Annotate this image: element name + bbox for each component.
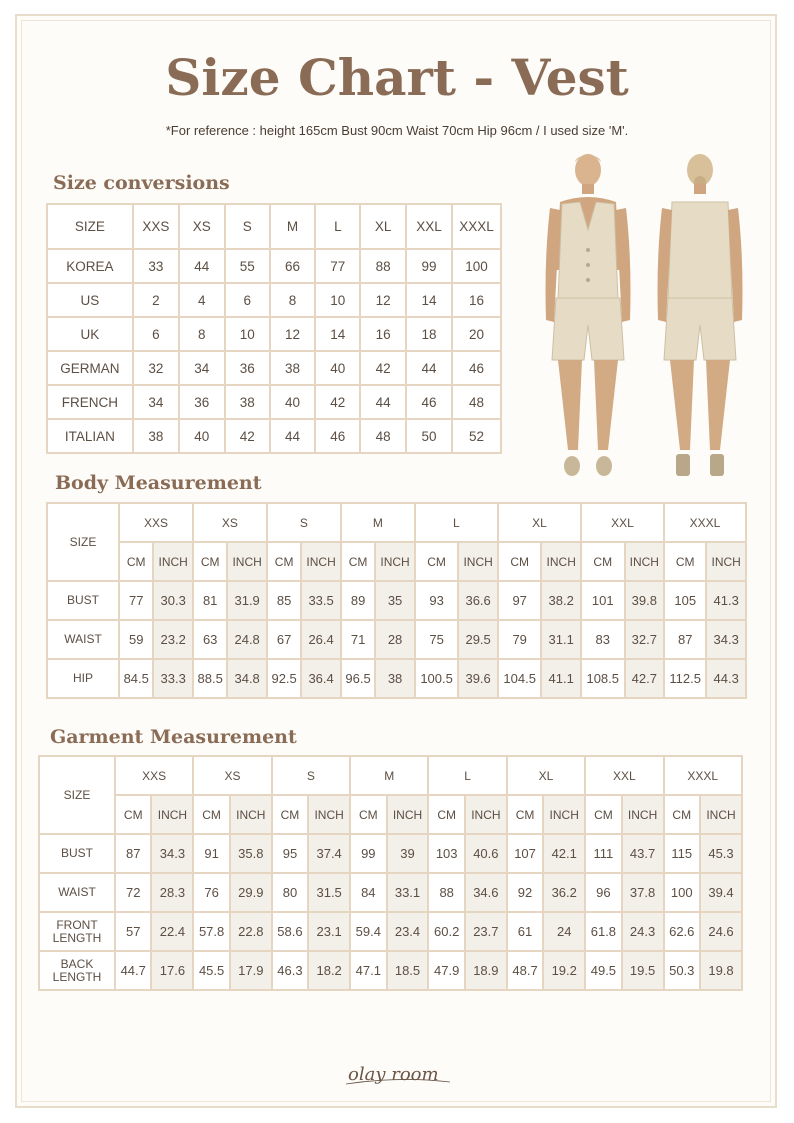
inch-value: 33.5: [301, 581, 341, 620]
inch-value: 44.3: [706, 659, 746, 698]
conv-cell: 42: [225, 419, 270, 453]
conv-header-row: [47, 204, 501, 249]
inch-value: 33.3: [153, 659, 193, 698]
cm-value: 67: [267, 620, 301, 659]
conv-row: [47, 385, 501, 419]
cm-value: 85: [267, 581, 301, 620]
cm-value: 99: [350, 834, 386, 873]
conv-row: [47, 419, 501, 453]
logo-text: olay room: [348, 1064, 439, 1085]
unit-inch: INCH: [375, 542, 415, 581]
cm-value: 80: [272, 873, 308, 912]
conv-cell: 16: [360, 317, 405, 351]
inch-value: 41.1: [541, 659, 581, 698]
measure-row: [39, 912, 742, 951]
inch-value: 42.7: [625, 659, 665, 698]
row-label-line: LENGTH: [52, 969, 102, 984]
cm-value: 45.5: [193, 951, 229, 990]
cm-value: 108.5: [581, 659, 625, 698]
cm-value: 95: [272, 834, 308, 873]
cm-value: 103: [428, 834, 464, 873]
inch-value: 28.3: [151, 873, 193, 912]
size-header-l: L: [428, 756, 506, 795]
unit-inch: INCH: [153, 542, 193, 581]
inch-value: 43.7: [622, 834, 664, 873]
unit-inch: INCH: [700, 795, 742, 834]
conv-row: [47, 283, 501, 317]
unit-cm: CM: [115, 795, 151, 834]
cm-value: 61.8: [585, 912, 621, 951]
back-figure: [658, 154, 743, 476]
measure-row-label: [39, 873, 115, 912]
cm-value: 107: [507, 834, 543, 873]
unit-cm: CM: [428, 795, 464, 834]
cm-value: 84: [350, 873, 386, 912]
inch-value: 23.7: [465, 912, 507, 951]
conv-cell: 16: [452, 283, 501, 317]
unit-inch: INCH: [227, 542, 267, 581]
row-label-line: FRONT: [56, 917, 98, 932]
conv-cell: 38: [225, 385, 270, 419]
inch-value: 34.6: [465, 873, 507, 912]
size-header-xl: XL: [498, 503, 581, 542]
conv-cell: 50: [406, 419, 452, 453]
page-title: Size Chart - Vest: [165, 48, 629, 107]
cm-value: 59.4: [350, 912, 386, 951]
cm-value: 96.5: [341, 659, 375, 698]
cm-value: 57.8: [193, 912, 229, 951]
cm-value: 91: [193, 834, 229, 873]
conv-cell: 2: [133, 283, 179, 317]
size-header-xxxl: XXXL: [664, 756, 742, 795]
body-measurement-heading: Body Measurement: [55, 472, 262, 494]
body-measurement-table: [46, 502, 747, 699]
conv-row-label: UK: [47, 317, 133, 351]
conv-cell: 12: [360, 283, 405, 317]
unit-inch: INCH: [625, 542, 665, 581]
cm-value: 93: [415, 581, 459, 620]
conv-cell: 6: [225, 283, 270, 317]
inch-value: 24: [543, 912, 585, 951]
conv-cell: 38: [133, 419, 179, 453]
brand-logo: [340, 1058, 460, 1092]
inch-value: 39.4: [700, 873, 742, 912]
measure-row-label: HIP: [47, 659, 119, 698]
inch-value: 28: [375, 620, 415, 659]
conv-cell: 14: [315, 317, 360, 351]
garment-measurement-table: [38, 755, 743, 991]
size-label-cell: SIZE: [47, 503, 119, 581]
conv-row-label: US: [47, 283, 133, 317]
inch-value: 39.6: [458, 659, 498, 698]
cm-value: 96: [585, 873, 621, 912]
conv-cell: 14: [406, 283, 452, 317]
inch-value: 31.5: [308, 873, 350, 912]
unit-cm: CM: [272, 795, 308, 834]
cm-value: 76: [193, 873, 229, 912]
conv-cell: 44: [179, 249, 225, 283]
conv-cell: 99: [406, 249, 452, 283]
inch-value: 23.1: [308, 912, 350, 951]
cm-value: 100: [664, 873, 700, 912]
conv-cell: 12: [270, 317, 315, 351]
conv-cell: 20: [452, 317, 501, 351]
inch-value: 23.4: [387, 912, 429, 951]
measure-row-label: [39, 951, 115, 990]
unit-inch: INCH: [230, 795, 272, 834]
conv-cell: 36: [225, 351, 270, 385]
unit-inch: INCH: [387, 795, 429, 834]
cm-value: 92.5: [267, 659, 301, 698]
row-label-line: BUST: [60, 846, 93, 860]
cm-value: 62.6: [664, 912, 700, 951]
inch-value: 38.2: [541, 581, 581, 620]
conv-header-cell: SIZE: [47, 204, 133, 249]
cm-value: 115: [664, 834, 700, 873]
inch-value: 18.5: [387, 951, 429, 990]
cm-value: 72: [115, 873, 151, 912]
measure-row: [47, 659, 746, 698]
inch-value: 36.6: [458, 581, 498, 620]
conv-cell: 44: [270, 419, 315, 453]
cm-value: 87: [115, 834, 151, 873]
unit-header-row: [39, 795, 742, 834]
conv-cell: 42: [360, 351, 405, 385]
cm-value: 101: [581, 581, 625, 620]
cm-value: 50.3: [664, 951, 700, 990]
cm-value: 59: [119, 620, 153, 659]
measure-row-label: BUST: [47, 581, 119, 620]
inch-value: 36.4: [301, 659, 341, 698]
inch-value: 19.2: [543, 951, 585, 990]
conv-cell: 44: [406, 351, 452, 385]
inch-value: 36.2: [543, 873, 585, 912]
conv-header-cell: XXL: [406, 204, 452, 249]
conv-cell: 8: [270, 283, 315, 317]
unit-inch: INCH: [706, 542, 746, 581]
conv-cell: 40: [179, 419, 225, 453]
row-label-line: WAIST: [58, 885, 96, 899]
cm-value: 111: [585, 834, 621, 873]
unit-cm: CM: [341, 542, 375, 581]
size-header-s: S: [272, 756, 350, 795]
inch-value: 33.1: [387, 873, 429, 912]
inch-value: 31.9: [227, 581, 267, 620]
size-header-row: [39, 756, 742, 795]
cm-value: 112.5: [664, 659, 706, 698]
size-conversion-table: [46, 203, 502, 454]
measure-row-label: [39, 912, 115, 951]
unit-inch: INCH: [465, 795, 507, 834]
size-header-xxl: XXL: [585, 756, 663, 795]
unit-cm: CM: [193, 795, 229, 834]
unit-cm: CM: [664, 795, 700, 834]
unit-cm: CM: [581, 542, 625, 581]
unit-inch: INCH: [151, 795, 193, 834]
inch-value: 24.3: [622, 912, 664, 951]
conv-header-cell: S: [225, 204, 270, 249]
cm-value: 84.5: [119, 659, 153, 698]
cm-value: 49.5: [585, 951, 621, 990]
inch-value: 19.8: [700, 951, 742, 990]
cm-value: 60.2: [428, 912, 464, 951]
conv-row: [47, 317, 501, 351]
measure-row-label: [39, 834, 115, 873]
cm-value: 92: [507, 873, 543, 912]
conv-cell: 8: [179, 317, 225, 351]
cm-value: 104.5: [498, 659, 542, 698]
unit-inch: INCH: [543, 795, 585, 834]
size-header-xxxl: XXXL: [664, 503, 746, 542]
cm-value: 46.3: [272, 951, 308, 990]
conv-header-cell: XXS: [133, 204, 179, 249]
unit-cm: CM: [119, 542, 153, 581]
inch-value: 45.3: [700, 834, 742, 873]
cm-value: 48.7: [507, 951, 543, 990]
inch-value: 17.6: [151, 951, 193, 990]
size-header-m: M: [350, 756, 428, 795]
cm-value: 88.5: [193, 659, 227, 698]
unit-cm: CM: [267, 542, 301, 581]
inch-value: 40.6: [465, 834, 507, 873]
conv-cell: 32: [133, 351, 179, 385]
conv-cell: 48: [360, 419, 405, 453]
inch-value: 32.7: [625, 620, 665, 659]
unit-cm: CM: [507, 795, 543, 834]
cm-value: 89: [341, 581, 375, 620]
garment-measurement-heading: Garment Measurement: [50, 726, 297, 748]
cm-value: 71: [341, 620, 375, 659]
unit-inch: INCH: [458, 542, 498, 581]
conv-row-label: FRENCH: [47, 385, 133, 419]
measure-row: [47, 620, 746, 659]
conv-cell: 33: [133, 249, 179, 283]
front-figure: [546, 154, 631, 476]
inch-value: 18.2: [308, 951, 350, 990]
conv-cell: 100: [452, 249, 501, 283]
size-label-cell: SIZE: [39, 756, 115, 834]
cm-value: 57: [115, 912, 151, 951]
inch-value: 41.3: [706, 581, 746, 620]
unit-cm: CM: [664, 542, 706, 581]
inch-value: 29.9: [230, 873, 272, 912]
size-header-xl: XL: [507, 756, 585, 795]
conv-cell: 46: [315, 419, 360, 453]
conv-cell: 40: [270, 385, 315, 419]
conv-row-label: ITALIAN: [47, 419, 133, 453]
conv-cell: 10: [225, 317, 270, 351]
size-header-xxs: XXS: [119, 503, 193, 542]
conv-header-cell: XL: [360, 204, 405, 249]
inch-value: 34.3: [151, 834, 193, 873]
inch-value: 39: [387, 834, 429, 873]
inch-value: 31.1: [541, 620, 581, 659]
unit-cm: CM: [193, 542, 227, 581]
conv-row-label: KOREA: [47, 249, 133, 283]
measure-row-label: WAIST: [47, 620, 119, 659]
cm-value: 77: [119, 581, 153, 620]
inch-value: 24.8: [227, 620, 267, 659]
measure-row: [47, 581, 746, 620]
conv-cell: 10: [315, 283, 360, 317]
conv-header-cell: M: [270, 204, 315, 249]
measure-row: [39, 951, 742, 990]
inch-value: 18.9: [465, 951, 507, 990]
inch-value: 22.8: [230, 912, 272, 951]
inch-value: 26.4: [301, 620, 341, 659]
cm-value: 61: [507, 912, 543, 951]
size-conversions-heading: Size conversions: [53, 172, 230, 194]
cm-value: 79: [498, 620, 542, 659]
unit-inch: INCH: [622, 795, 664, 834]
size-header-xs: XS: [193, 503, 267, 542]
size-header-l: L: [415, 503, 498, 542]
cm-value: 44.7: [115, 951, 151, 990]
reference-note: *For reference : height 165cm Bust 90cm Waist 70cm Hip 96cm / I used size 'M'.: [165, 123, 629, 138]
cm-value: 87: [664, 620, 706, 659]
row-label-line: BACK: [60, 956, 94, 971]
cm-value: 88: [428, 873, 464, 912]
conv-cell: 88: [360, 249, 405, 283]
unit-inch: INCH: [308, 795, 350, 834]
inch-value: 23.2: [153, 620, 193, 659]
inch-value: 38: [375, 659, 415, 698]
conv-cell: 18: [406, 317, 452, 351]
size-header-s: S: [267, 503, 341, 542]
cm-value: 47.1: [350, 951, 386, 990]
size-header-xxs: XXS: [115, 756, 193, 795]
inch-value: 35: [375, 581, 415, 620]
conv-cell: 46: [452, 351, 501, 385]
conv-cell: 42: [315, 385, 360, 419]
cm-value: 105: [664, 581, 706, 620]
cm-value: 47.9: [428, 951, 464, 990]
inch-value: 22.4: [151, 912, 193, 951]
inch-value: 17.9: [230, 951, 272, 990]
inch-value: 29.5: [458, 620, 498, 659]
conv-cell: 46: [406, 385, 452, 419]
conv-header-cell: XS: [179, 204, 225, 249]
conv-cell: 48: [452, 385, 501, 419]
conv-cell: 44: [360, 385, 405, 419]
unit-cm: CM: [585, 795, 621, 834]
vest-model-illustration: [520, 150, 760, 485]
measure-row: [39, 834, 742, 873]
cm-value: 83: [581, 620, 625, 659]
inch-value: 42.1: [543, 834, 585, 873]
row-label-line: LENGTH: [52, 930, 102, 945]
conv-row: [47, 249, 501, 283]
inch-value: 19.5: [622, 951, 664, 990]
conv-cell: 4: [179, 283, 225, 317]
unit-header-row: [47, 542, 746, 581]
measure-row: [39, 873, 742, 912]
conv-cell: 36: [179, 385, 225, 419]
unit-cm: CM: [498, 542, 542, 581]
inch-value: 37.4: [308, 834, 350, 873]
size-header-row: [47, 503, 746, 542]
size-header-xxl: XXL: [581, 503, 664, 542]
inch-value: 34.3: [706, 620, 746, 659]
conv-cell: 66: [270, 249, 315, 283]
conv-cell: 77: [315, 249, 360, 283]
conv-header-cell: XXXL: [452, 204, 501, 249]
conv-cell: 6: [133, 317, 179, 351]
inch-value: 30.3: [153, 581, 193, 620]
conv-cell: 52: [452, 419, 501, 453]
unit-inch: INCH: [301, 542, 341, 581]
cm-value: 58.6: [272, 912, 308, 951]
cm-value: 97: [498, 581, 542, 620]
cm-value: 81: [193, 581, 227, 620]
conv-cell: 34: [179, 351, 225, 385]
unit-cm: CM: [415, 542, 459, 581]
inch-value: 34.8: [227, 659, 267, 698]
inch-value: 35.8: [230, 834, 272, 873]
conv-cell: 55: [225, 249, 270, 283]
inch-value: 37.8: [622, 873, 664, 912]
conv-cell: 34: [133, 385, 179, 419]
cm-value: 100.5: [415, 659, 459, 698]
size-header-m: M: [341, 503, 415, 542]
conv-cell: 38: [270, 351, 315, 385]
conv-row: [47, 351, 501, 385]
unit-inch: INCH: [541, 542, 581, 581]
conv-cell: 40: [315, 351, 360, 385]
cm-value: 75: [415, 620, 459, 659]
conv-header-cell: L: [315, 204, 360, 249]
inch-value: 39.8: [625, 581, 665, 620]
inch-value: 24.6: [700, 912, 742, 951]
conv-row-label: GERMAN: [47, 351, 133, 385]
unit-cm: CM: [350, 795, 386, 834]
size-header-xs: XS: [193, 756, 271, 795]
cm-value: 63: [193, 620, 227, 659]
